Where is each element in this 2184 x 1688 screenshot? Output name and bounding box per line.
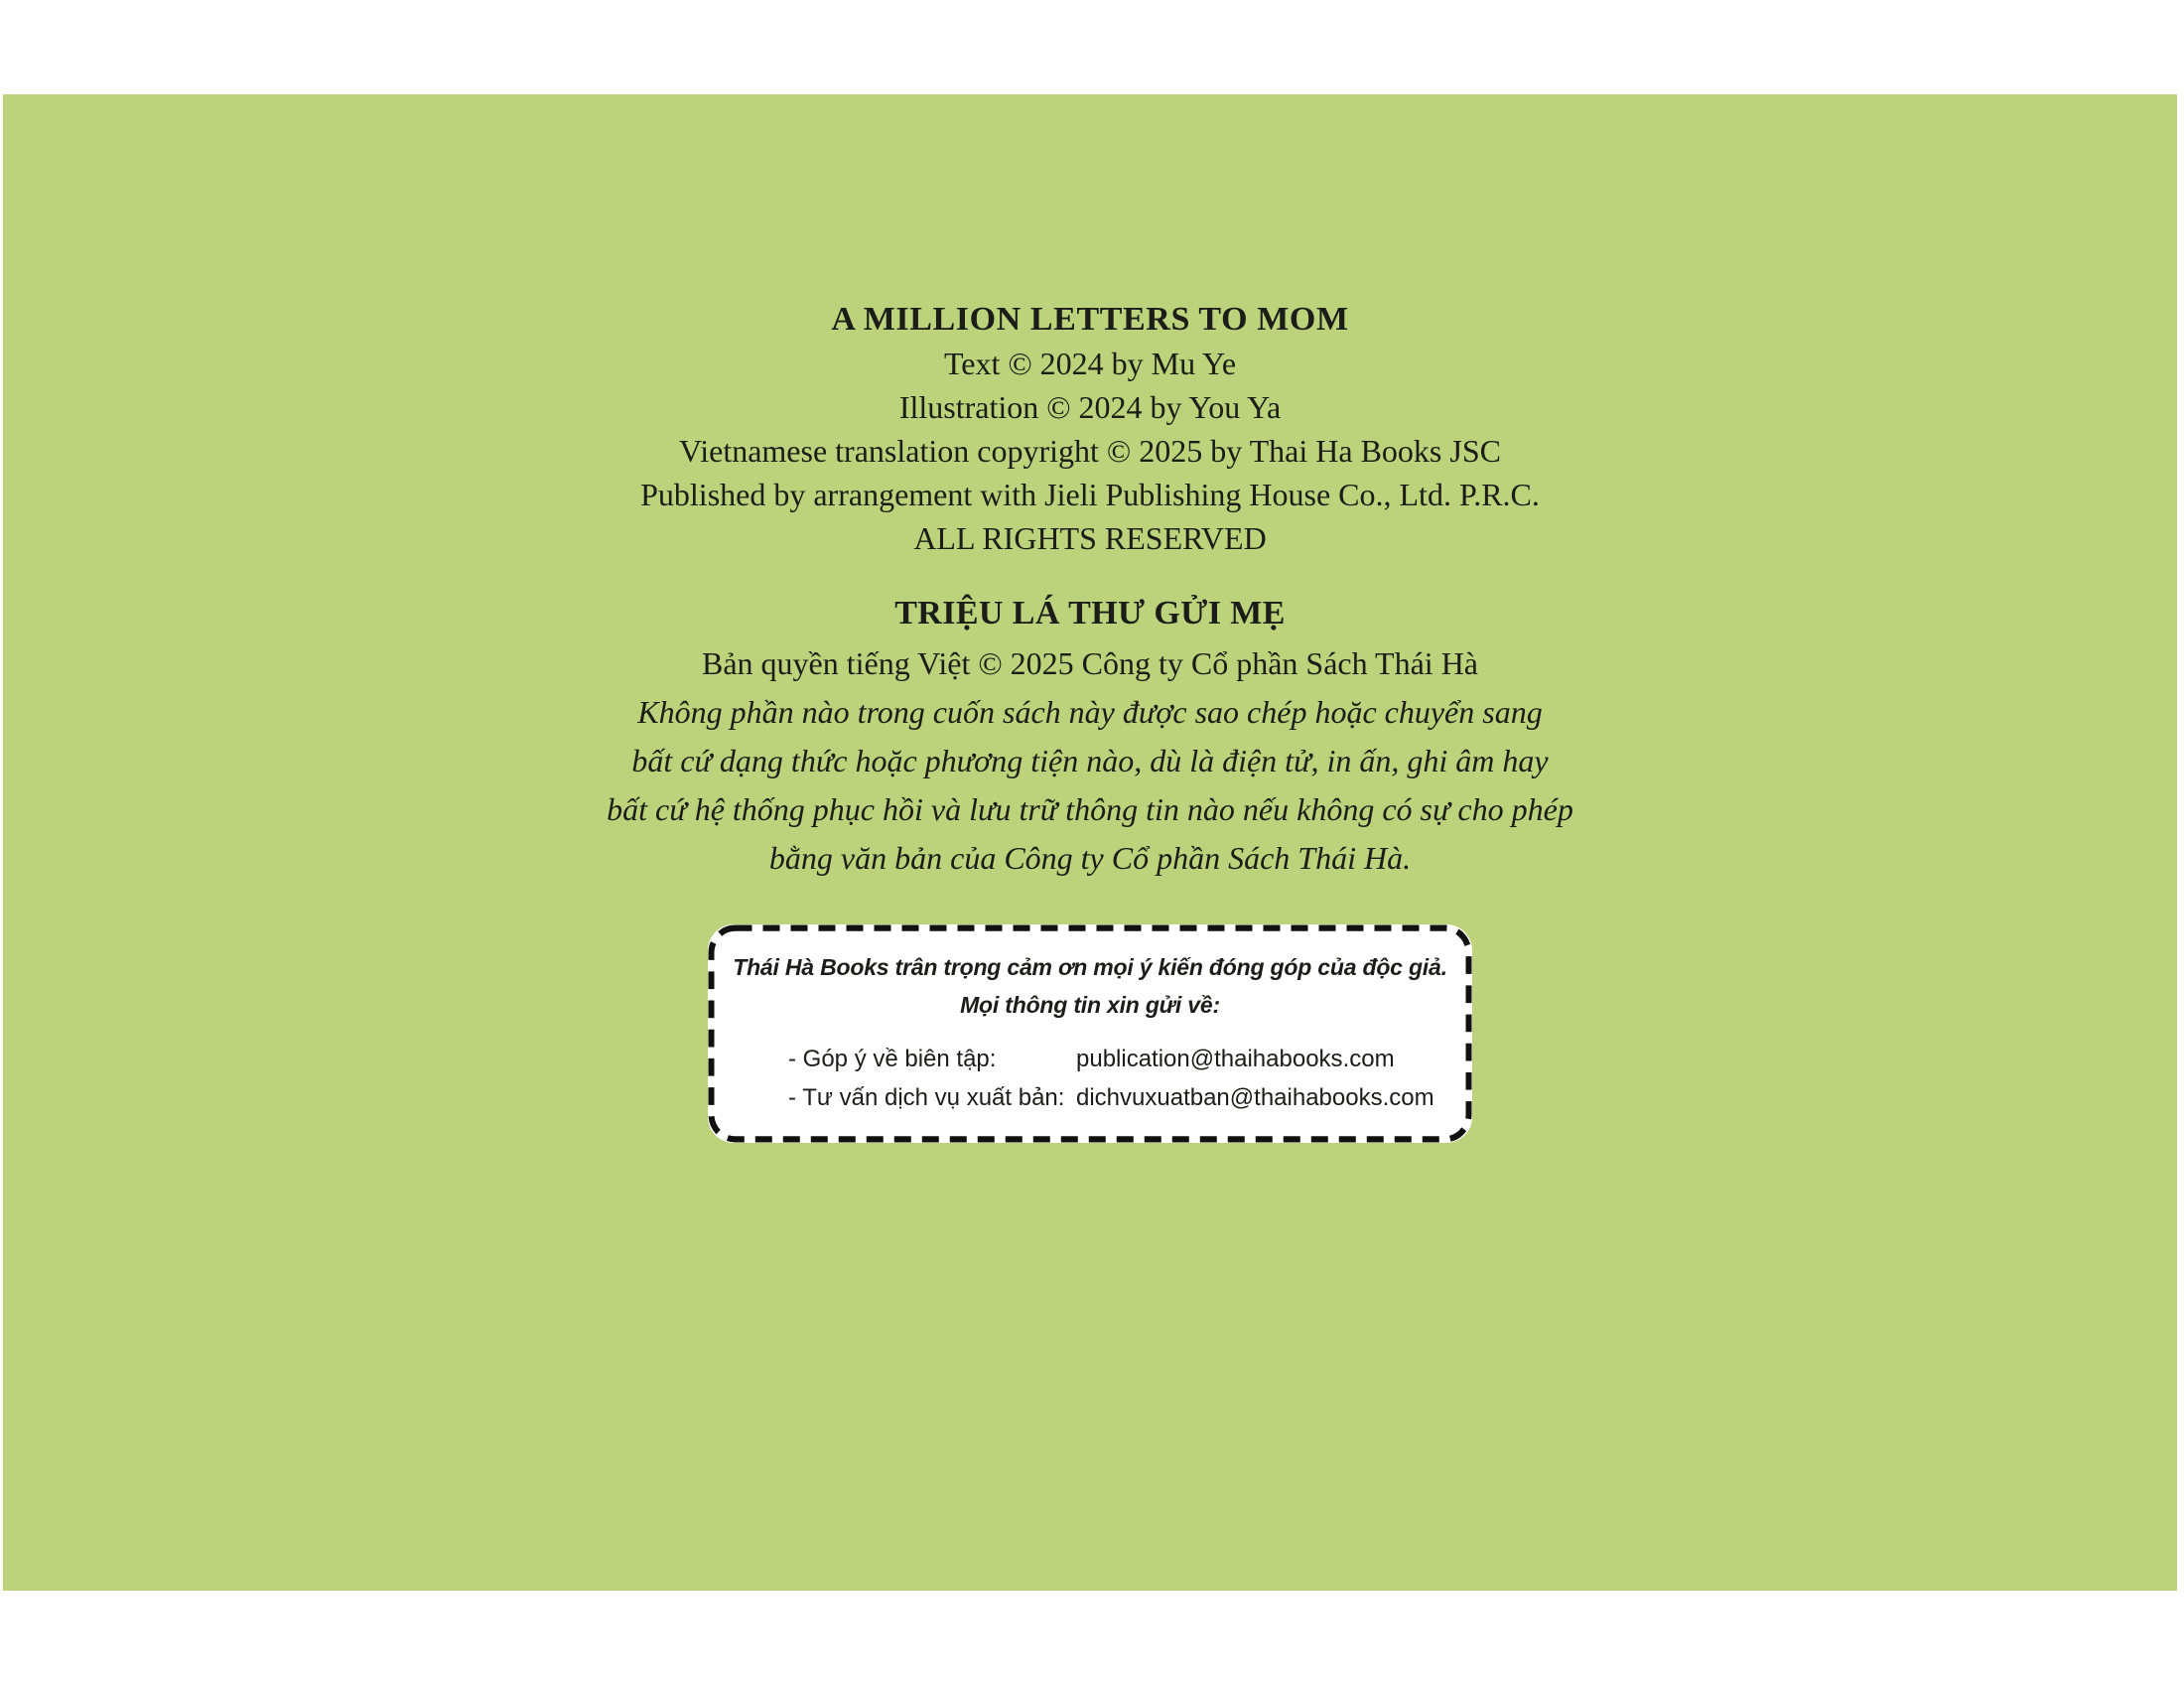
arrangement-line: Published by arrangement with Jieli Publishing House Co., Ltd. P.R.C. <box>640 477 1540 512</box>
colophon-content <box>3 298 2177 1143</box>
vietnamese-copyright-block <box>3 588 2177 883</box>
feedback-heading-line-1: Thái Hà Books trân trọng cảm ơn mọi ý kiến đóng góp của độc giả. <box>733 954 1447 980</box>
vietnamese-copyright-line: Bản quyền tiếng Việt © 2025 Công ty Cổ phần Sách Thái Hà <box>702 645 1478 681</box>
rights-notice-line-3: bất cứ hệ thống phục hồi và lưu trữ thông tin nào nếu không có sự cho phép <box>607 791 1573 827</box>
rights-notice-line-1: Không phần nào trong cuốn sách này được sao chép hoặc chuyển sang <box>637 694 1543 730</box>
contact-row-editorial <box>788 1040 1456 1078</box>
text-copyright-line: Text © 2024 by Mu Ye <box>943 346 1237 381</box>
contact-label: - Tư vấn dịch vụ xuất bản: <box>788 1084 1065 1111</box>
contact-row-publishing-services <box>788 1078 1456 1117</box>
illustration-copyright-line: Illustration © 2024 by You Ya <box>898 389 1282 425</box>
contact-email: dichvuxuatban@thaihabooks.com <box>1076 1084 1434 1111</box>
contact-label: - Góp ý về biên tập: <box>788 1046 997 1072</box>
all-rights-reserved-line: ALL RIGHTS RESERVED <box>913 520 1267 556</box>
english-book-title: A MILLION LETTERS TO MOM <box>831 301 1349 338</box>
english-copyright-block <box>3 298 2177 560</box>
vietnamese-book-title: TRIỆU LÁ THƯ GỬI MẸ <box>894 595 1286 632</box>
contact-list <box>724 1040 1456 1117</box>
feedback-contact-box <box>708 924 1472 1143</box>
rights-notice-line-4: bằng văn bản của Công ty Cổ phần Sách Thái Hà. <box>768 840 1412 876</box>
contact-email: publication@thaihabooks.com <box>1076 1046 1395 1072</box>
translation-copyright-line: Vietnamese translation copyright © 2025 by Thai Ha Books JSC <box>679 433 1501 469</box>
colophon-green-panel <box>3 94 2177 1591</box>
rights-notice-line-2: bất cứ dạng thức hoặc phương tiện nào, dù là điện tử, in ấn, ghi âm hay <box>631 743 1549 778</box>
feedback-heading-line-2: Mọi thông tin xin gửi về: <box>960 992 1220 1018</box>
